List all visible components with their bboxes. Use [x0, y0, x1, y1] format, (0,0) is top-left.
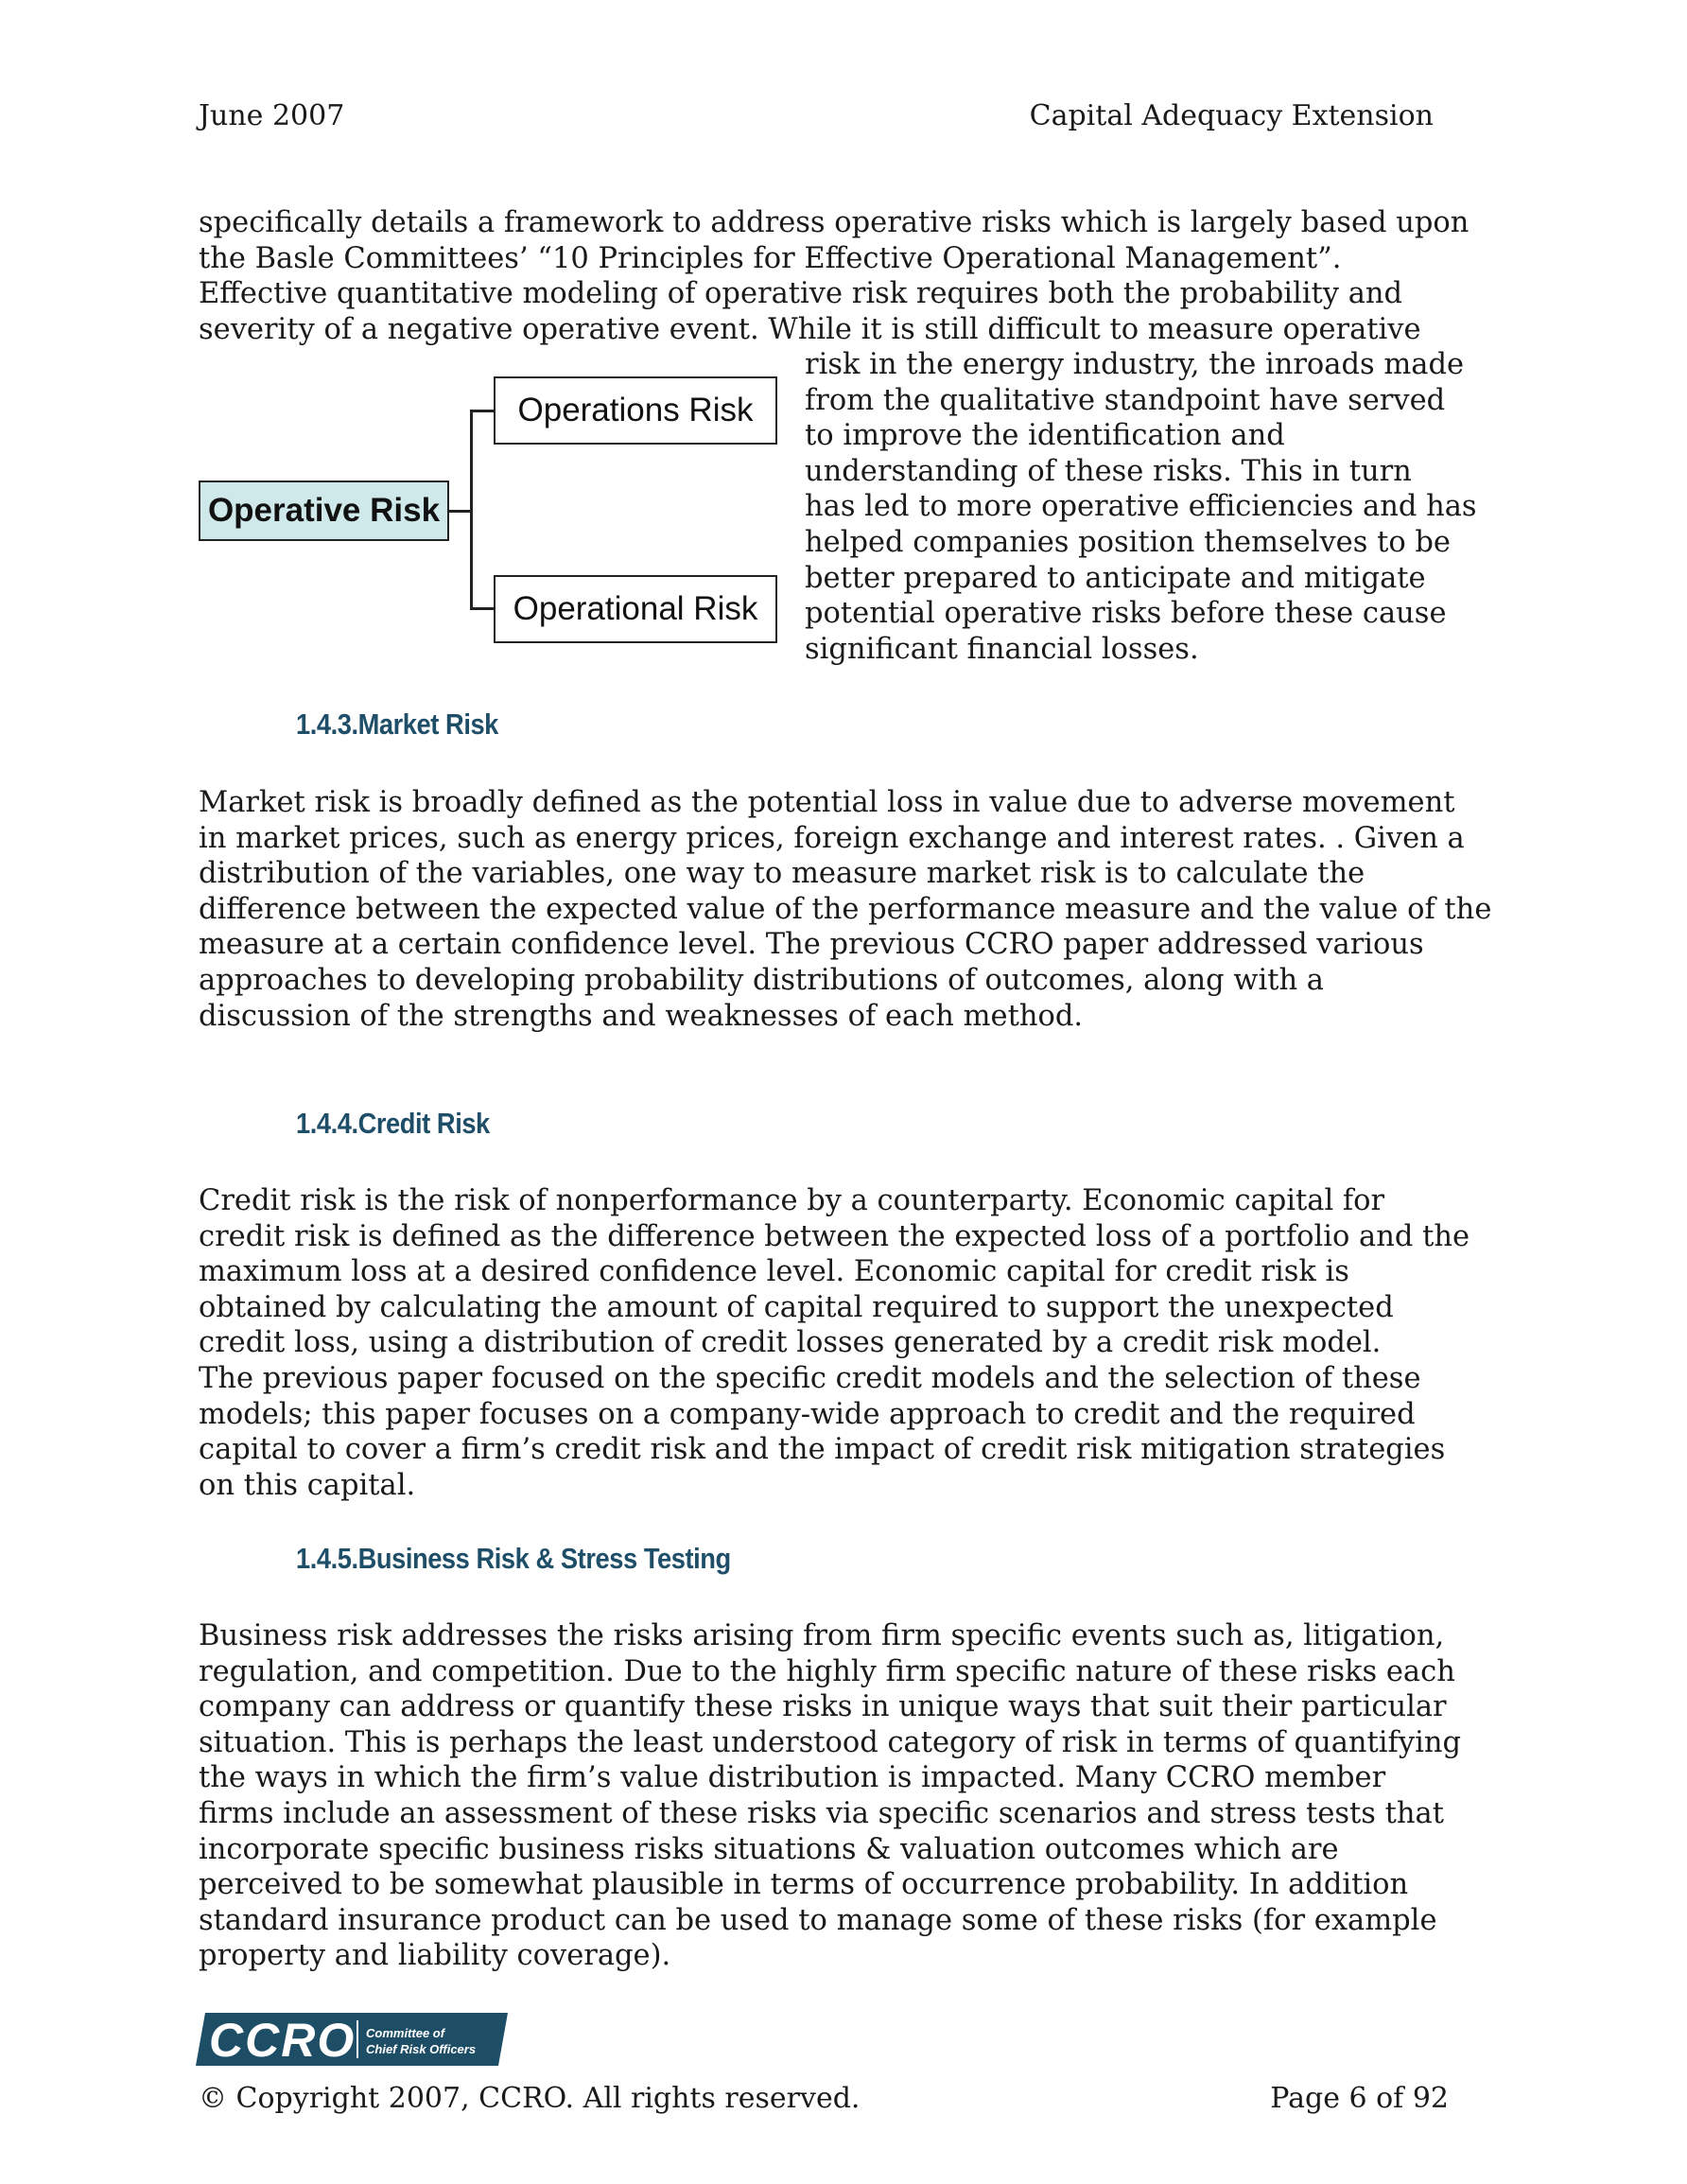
paragraph-line: the ways in which the firm’s value distribution is impacted. Many CCRO member	[199, 1761, 1386, 1795]
paragraph-line: company can address or quantify these risks in unique ways that suit their particular	[199, 1690, 1447, 1724]
paragraph-line: discussion of the strengths and weaknesses of each method.	[199, 999, 1084, 1033]
paragraph-line: standard insurance product can be used to manage some of these risks (for example	[199, 1903, 1437, 1937]
intro-line: the Basle Committees’ “10 Principles for Effective Operational Management”.	[199, 241, 1342, 275]
paragraph-line: perceived to be somewhat plausible in terms of occurrence probability. In addition	[199, 1868, 1409, 1902]
side-paragraph	[805, 347, 1477, 667]
side-line: understanding of these risks. This in turn	[805, 454, 1412, 488]
paragraph-line: firms include an assessment of these risks via specific scenarios and stress tests that	[199, 1796, 1444, 1830]
header-date: June 2007	[199, 99, 345, 132]
paragraph-line: in market prices, such as energy prices, foreign exchange and interest rates. . Given a	[199, 821, 1465, 855]
side-line: significant financial losses.	[805, 632, 1199, 666]
paragraph-line: incorporate specific business risks situations & valuation outcomes which are	[199, 1832, 1339, 1866]
intro-line: severity of a negative operative event. While it is still difficult to measure operative	[199, 312, 1421, 346]
paragraph-line: property and liability coverage).	[199, 1939, 671, 1973]
side-line: better prepared to anticipate and mitigate	[805, 561, 1426, 595]
paragraph-line: Business risk addresses the risks arising from firm specific events such as, litigation,	[199, 1619, 1445, 1652]
paragraph-line: Credit risk is the risk of nonperformance by a counterparty. Economic capital for	[199, 1184, 1385, 1217]
ccro-logo-graphic	[196, 2013, 508, 2066]
paragraph-line: models; this paper focuses on a company-wide approach to credit and the required	[199, 1397, 1416, 1431]
diagram-connector	[470, 410, 473, 609]
side-line: potential operative risks before these cause	[805, 597, 1447, 631]
paragraph-line: credit loss, using a distribution of credit losses generated by a credit risk model.	[199, 1326, 1382, 1360]
market-risk-paragraph	[199, 785, 1491, 1034]
paragraph-line: credit risk is defined as the difference between the expected loss of a portfolio and the	[199, 1219, 1470, 1253]
section-heading-credit-risk: 1.4.4.Credit Risk	[296, 1107, 490, 1140]
paragraph-line: measure at a certain confidence level. The previous CCRO paper addressed various	[199, 928, 1424, 962]
footer-page-number: Page 6 of 92	[1270, 2082, 1449, 2115]
paragraph-line: distribution of the variables, one way to measure market risk is to calculate the	[199, 857, 1365, 891]
ccro-logo	[196, 2013, 508, 2066]
intro-line: specifically details a framework to address operative risks which is largely based upon	[199, 206, 1470, 239]
paragraph-line: capital to cover a firm’s credit risk and the impact of credit risk mitigation strategies	[199, 1433, 1446, 1467]
diagram-connector	[449, 510, 471, 513]
header-title: Capital Adequacy Extension	[1029, 99, 1434, 132]
business-risk-paragraph	[199, 1618, 1461, 1974]
side-line: risk in the energy industry, the inroads made	[805, 348, 1465, 381]
footer-copyright: © Copyright 2007, CCRO. All rights reserved.	[199, 2082, 861, 2115]
side-line: helped companies position themselves to be	[805, 525, 1451, 559]
diagram-child-operational-risk: Operational Risk	[494, 575, 777, 643]
section-heading-market-risk: 1.4.3.Market Risk	[296, 708, 498, 741]
diagram-child-operations-risk: Operations Risk	[494, 376, 777, 445]
logo-tagline-1: Committee of	[366, 2026, 445, 2040]
paragraph-line: The previous paper focused on the specific credit models and the selection of these	[199, 1361, 1421, 1395]
paragraph-line: regulation, and competition. Due to the highly firm specific nature of these risks each	[199, 1654, 1455, 1688]
paragraph-line: difference between the expected value of the performance measure and the value of the	[199, 892, 1492, 926]
paragraph-line: obtained by calculating the amount of capital required to support the unexpected	[199, 1290, 1394, 1324]
paragraph-line: approaches to developing probability distributions of outcomes, along with a	[199, 963, 1324, 997]
paragraph-line: Market risk is broadly defined as the potential loss in value due to adverse movement	[199, 786, 1455, 819]
diagram-connector	[470, 607, 494, 610]
intro-paragraph	[199, 205, 1469, 347]
paragraph-line: on this capital.	[199, 1468, 416, 1502]
side-line: to improve the identification and	[805, 419, 1285, 453]
side-line: has led to more operative efficiencies and has	[805, 490, 1477, 524]
intro-line: Effective quantitative modeling of operative risk requires both the probability and	[199, 277, 1403, 311]
logo-tagline-2: Chief Risk Officers	[366, 2042, 477, 2056]
diagram-root-box: Operative Risk	[199, 480, 449, 541]
paragraph-line: maximum loss at a desired confidence level. Economic capital for credit risk is	[199, 1255, 1349, 1289]
paragraph-line: situation. This is perhaps the least understood category of risk in terms of quantifying	[199, 1725, 1461, 1759]
diagram-connector	[470, 410, 494, 412]
side-line: from the qualitative standpoint have served	[805, 383, 1446, 417]
credit-risk-paragraph	[199, 1183, 1470, 1503]
logo-letters: CCRO	[209, 2014, 357, 2066]
section-heading-business-risk: 1.4.5.Business Risk & Stress Testing	[296, 1542, 731, 1575]
